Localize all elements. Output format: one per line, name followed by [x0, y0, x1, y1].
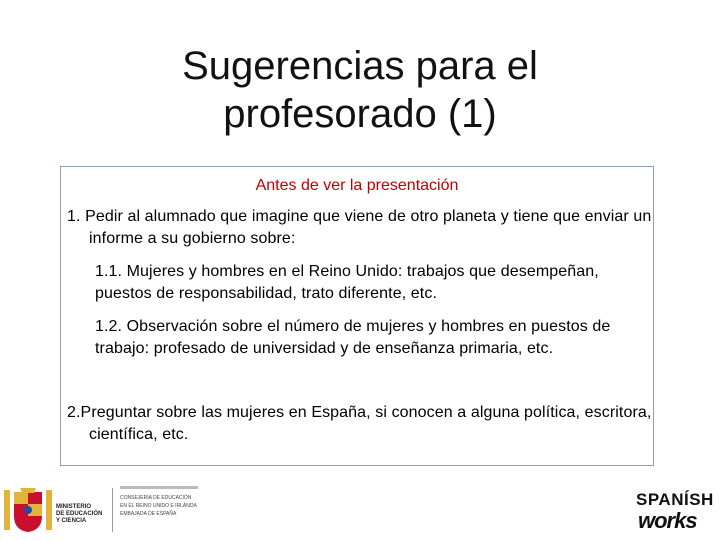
consejeria-line-2: EN EL REINO UNIDO E IRLANDA — [120, 503, 197, 509]
list-item-1-1: 1.1. Mujeres y hombres en el Reino Unido: trabajos que desempeñan, puestos de responsabilidad, trato diferente, etc. — [95, 263, 599, 302]
consejeria-line-3: EMBAJADA DE ESPAÑA — [120, 511, 177, 517]
logo-spanish-text: SPANÍSH — [636, 490, 714, 509]
ministry-line-1: MINISTERIO — [56, 504, 92, 510]
logo-works-text: works — [638, 508, 697, 533]
divider — [112, 488, 113, 532]
consejeria-name — [120, 494, 200, 518]
ministry-line-3: Y CIENCIA — [56, 518, 87, 524]
list-item-2: 2.Preguntar sobre las mujeres en España, si conocen a alguna política, escritora, científica, etc. — [67, 404, 652, 443]
ministry-line-2: DE EDUCACIÓN — [56, 511, 103, 517]
title-line-2: profesorado (1) — [223, 92, 497, 136]
list-item-1: 1. Pedir al alumnado que imagine que viene de otro planeta y tiene que enviar un informe a su gobierno sobre: — [67, 208, 652, 247]
spanish-works-logo — [632, 490, 714, 536]
spain-crest-icon — [4, 486, 52, 534]
title-line-1: Sugerencias para el — [182, 44, 538, 88]
divider-bar — [120, 486, 198, 489]
ministry-logo-block — [0, 480, 200, 540]
content-box — [60, 166, 654, 466]
slide-title — [0, 42, 720, 138]
consejeria-line-1: CONSEJERÍA DE EDUCACIÓN — [120, 495, 192, 501]
content-subtitle: Antes de ver la presentación — [255, 177, 459, 194]
ministry-name — [56, 504, 112, 525]
list-item-1-2: 1.2. Observación sobre el número de mujeres y hombres en puestos de trabajo: profesado de universidad y de enseñanza primaria, etc. — [95, 318, 611, 357]
